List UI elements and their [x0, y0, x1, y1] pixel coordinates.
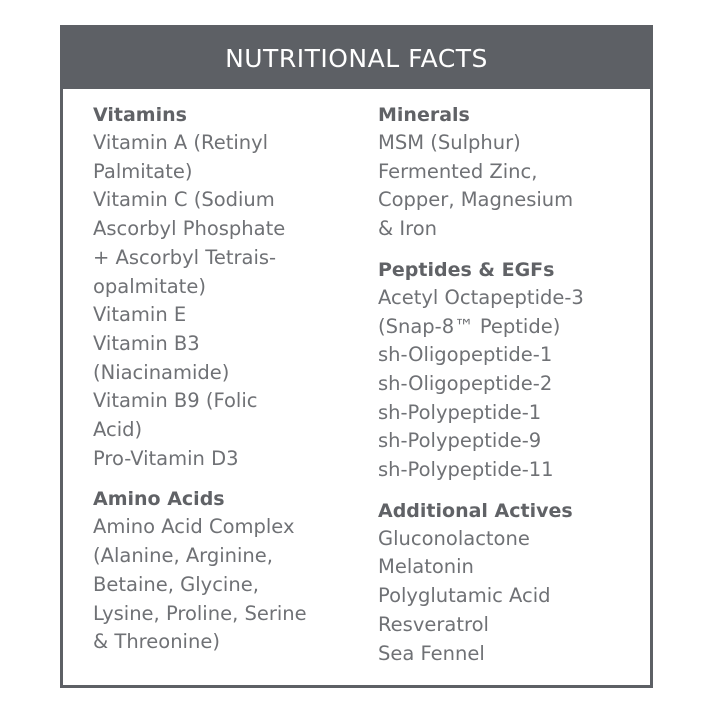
right-column [378, 101, 648, 668]
list-item: Vitamin A (Retinyl [93, 131, 269, 154]
section-heading: Additional Actives [378, 499, 573, 522]
section-heading: Minerals [378, 104, 470, 126]
list-item: opalmitate) [93, 274, 206, 298]
list-item: Vitamin B3 [93, 331, 200, 355]
list-item: Sea Fennel [378, 641, 485, 665]
list-item: Palmitate) [93, 159, 193, 183]
left-column [93, 101, 355, 657]
section-heading: Amino Acids [93, 488, 225, 511]
panel-body [63, 89, 650, 685]
list-item: & Iron [378, 217, 438, 241]
list-item: (Niacinamide) [93, 360, 230, 384]
list-item: (Alanine, Arginine, [93, 544, 273, 568]
list-item: (Snap-8™ Peptide) [378, 314, 561, 338]
section-heading: Peptides & EGFs [378, 258, 555, 281]
list-item: Acetyl Octapeptide-3 [378, 285, 584, 309]
list-item: Fermented Zinc, [378, 159, 538, 183]
list-item: Gluconolactone [378, 526, 530, 550]
list-item: Vitamin E [93, 303, 187, 327]
list-item: sh-Polypeptide-11 [378, 458, 554, 482]
section-peptides [378, 256, 648, 485]
list-item: Melatonin [378, 555, 474, 579]
section-heading: Vitamins [93, 104, 187, 126]
list-item: Betaine, Glycine, [93, 572, 259, 596]
section-additional-actives [378, 497, 648, 669]
list-item: + Ascorbyl Tetrais- [93, 245, 277, 269]
list-item: Copper, Magnesium [378, 188, 574, 212]
list-item: Vitamin C (Sodium [93, 188, 275, 212]
panel-header [63, 28, 650, 89]
list-item: & Threonine) [93, 630, 220, 654]
list-item: sh-Oligopeptide-1 [378, 343, 553, 367]
list-item: Amino Acid Complex [93, 515, 295, 539]
section-vitamins [93, 101, 355, 473]
list-item: Polyglutamic Acid [378, 584, 551, 608]
nutritional-facts-panel [60, 25, 653, 688]
list-item: Acid) [93, 418, 143, 442]
list-item: sh-Polypeptide-1 [378, 400, 542, 424]
list-item: Lysine, Proline, Serine [93, 601, 307, 625]
list-item: Vitamin B9 (Folic [93, 389, 258, 413]
list-item: sh-Polypeptide-9 [378, 429, 542, 453]
section-minerals [378, 101, 648, 244]
list-item: Resveratrol [378, 612, 489, 636]
list-item: Pro-Vitamin D3 [93, 446, 239, 470]
list-item: MSM (Sulphur) [378, 131, 521, 154]
list-item: Ascorbyl Phosphate [93, 217, 286, 241]
panel-title: NUTRITIONAL FACTS [225, 44, 488, 73]
section-amino-acids [93, 485, 355, 657]
list-item: sh-Oligopeptide-2 [378, 371, 553, 395]
